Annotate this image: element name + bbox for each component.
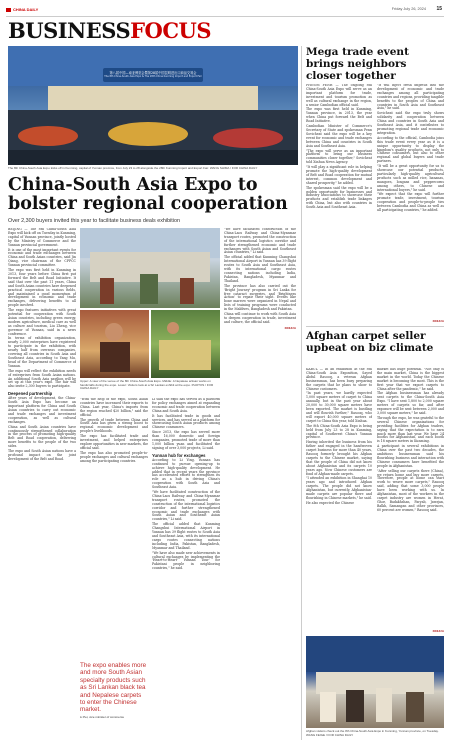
side1-a-p3: Cambodian Minister of Commerce's Secretary of State and spokesman Penn Sovicheat said the expo will be a key event for economic and trade exchanges between China and countries in South Asia and Southeast Asia. [306,124,372,148]
main-col1-p2: It is one of the most important events for economic and trade exchanges between China and South Asian countries, said Jin Qiang, vice chairman of the CPPCC Yunnan provincial committee. [8,247,76,268]
main-col3-p1: Li said the expo has served as a platform for policy exchanges aimed at expanding economic and trade cooperation between China and South Asia. [152,398,220,413]
main-byline: XINHUA [284,325,296,330]
afghan-photo-caption: Afghan visitors check out the 8th China-South Asia Expo in Kunming, Yunnan province, on Tuesday. WANG FEIGE / FOR CHINA DAILY [306,729,439,737]
logo-icon [6,8,11,12]
top-photo [8,46,298,165]
top-photo-caption: The 8th China-South Asia Expo kicks off in Kunming, capital of Yunnan province, from July 23 to 28 alongside the 28th Kunming Import and Export Fair. WANG SHIMA / FOR CHINA DAILY [8,166,258,170]
side-story2-headline: Afghan carpet seller upbeat on biz climate [306,330,434,354]
side2-a-p6: He also expected the Chinese [306,500,354,505]
main-col1-p5: In terms of exhibition organization, nearly 2,000 enterprises have registered to participate in the exhibition, with nearly half from overseas companies, covering all countries in South Asia and Southeast Asia, according to Yang Mu, head of the Department of Commerce of Yunnan. [8,336,76,368]
side1-b-p3: According to the official, Cambodia joins this trade event every year as it is a unique opportunity to display the kingdom's quality products, not only to Chinese consumers, but also to other regional and global buyers and trade partners. [377,135,444,164]
banner-text-cn: 第八届中国—南亚博览会暨第28届中国昆明进出口商品交易会 [109,71,197,75]
main-col3-subhead: Yunnan hub for exchanges [152,452,206,458]
main-col2-p3: The expo has facilitated trade and investment, and helped enterprises explore opportunities in new markets, the official said. [80,434,148,450]
main-photo-middle-illustration [80,310,149,378]
afghan-photo [306,636,444,728]
main-col-2 [80,398,148,660]
side2-a-p2: "In past years, we hardly expected 1,000 square meters of carpet to China annually, but in the past year about 20,000 to 30,000 square meters have been exported. The market is bustling and will flourish further," Rasooq, who will export 40,000 square meters of carpet to China this year, told Xinhua. [306,391,372,423]
main-col3-b-p4: "We have also made new achievements in cultural exchanges by implementing the 'Heart-to-Heart' Yunnan Tour' for Pakistani people in neighboring countries," he said. [152,550,220,571]
side-divider [306,326,444,327]
main-col4-p1: "We have facilitated construction of the China-Laos Railway and China-Myanmar transport routes, promoted the construction of the international logistics corridor and further strengthened economic and trade exchanges with South Asian and Southeast Asian countries," Li said. [224,228,296,255]
masthead-bar [6,6,444,17]
main-subhead: Over 2,300 buyers invited this year to facilitate business deals exhibition [8,218,180,224]
main-photo-lower [151,310,220,378]
side1-col-a [306,84,372,319]
main-col1-p3: The expo was first held in Kunming in 2013, four years before China first put forward the Belt and Road Initiative. It said that over the past 11 years, China and South Asian countries have deepened practical cooperation in various fields, and maintained a good momentum of development in economic and trade exchanges, delivering benefits to all people involved. [8,268,76,308]
main-col4-p2: The official added that Kunming Changshui International Airport in Yunnan has 39 flight routes to South Asia and Southeast Asia, with its international cargo routes connecting nations including India, Pakistan, Bangladesh, Myanmar and Thailand. [224,255,296,283]
side1-b-p5: "We expect that the expo will further promote trade, investment, tourism cooperation and people-to-people ties between Cambodia and China as well as all participating countries," he added. [377,192,444,213]
main-col2-p2: The growth of trade between China and South Asia has given a strong boost to regional economic development and people's livelihoods. [80,417,148,434]
side2-col-b [377,368,444,628]
side1-a-p4: "The expo will serve as an important platform to bring our business communities closer together," Sovicheat told Xinhua News Agency. [306,148,372,165]
page-number: 15 [436,6,442,12]
side1-a-p2: The expo was first held in Kunming, Yunnan province, in 2013, the year when China put forward the Belt and Road Initiative. [306,107,372,124]
side1-a-p6: The spokesman said the expo will be a golden opportunity for businesses and industry associations to showcase their products and establish trade linkages with China, but also with countries in South Asia and Southeast Asia. [306,185,372,210]
side2-b-p1: market has huge potential. "Not only is the main market, China is the biggest market in the world. Today the Chinese market is becoming the most. This is the first year that we export carpets to China after the pandemic," he said. [377,368,444,391]
side2-b-p4: A participant in several exhibitions in China over the past two decades, the ambitious businessman said his flourishing business and interaction with Chinese consumers have benefited the people in Afghanistan. [377,444,444,468]
main-col1-b-p2: China and South Asian countries have continuously strengthened collaboration in the process of promoting high-quality Belt and Road cooperation, delivering more benefits to the people of the two sides. [8,424,76,449]
main-col-4 [224,228,296,740]
main-col2-p4: The expo has also promoted people-to-people exchanges and cultural exchanges among the participating countries. [80,450,148,463]
banner-text-en: The 8th China-South Asia Expo & The 28th China Kunming Import and Export Fair [104,75,202,78]
main-col3-b-p3: The official added that Kunming Changshui International Airport in Yunnan has 39 flight routes to South Asia and Southeast Asia, with its international cargo routes connecting nations including India, Pakistan, Bangladesh, Myanmar and Thailand. [152,522,220,550]
side1-a-p1: PHNOM PENH — The ongoing 8th China-South Asia Expo will serve as an important platform for trade, investment and tourism promotion as well as cultural exchange in the region, a senior Cambodian official said. [306,84,372,107]
column-divider [301,46,302,740]
side1-col-b [377,84,444,319]
main-photo-upper-illustration [80,228,220,308]
side1-b-p4: "It will be a great opportunity for us to showcase our potential products, particularly high-quality agricultural products such as milled rice, bananas, mangoes, longans and peppercorns among others, to Chinese and international buyers," he said. [377,164,444,192]
main-col1-p1: BEIJING — The 8th China-South Asia Expo will kick off on Tuesday in Kunming, capital of Yunnan province, jointly hosted by the Ministry of Commerce and the Yunnan provincial government. [8,228,76,247]
afghan-photo-illustration [306,636,444,728]
main-photo-middle [80,310,149,378]
side2-a-p1: KABUL — In an exhibition at the 8th China-South Asia Exposition, Sayed Abdul Rasooq, a veteran Afghan businessman, has been busy preparing the carpets that he plans to show to Chinese customers. [306,368,372,391]
side2-byline: XINHUA [432,629,444,633]
top-photo-illustration [8,46,298,165]
pull-quote-text: The expo enables more and more South Asian specialty products such as Sri Lankan black tea and Nepalese carpets to enter the Chinese market. [80,662,147,714]
main-col2-p1: "With the help of the expo, South Asian countries have increased their exports to China. Last year, China's imports from the region reached $20 billion," said the official. [80,398,148,417]
main-photo-caption: Upper: A view of the venue of the 8th China-South Asia Expo. Middle: A Nepalese artisan works on handicrafts during the expo. Lower: Visitors look at a Sri Lankan exhibit at the expo. PHOTOS / FOR CHINA DAILY [80,379,214,391]
main-headline: China-South Asia Expo to bolster regional cooperation [8,175,288,214]
main-col3-p2: It has facilitated trade in goods and services, and has served as a platform for showcasing South Asian products among Chinese consumers. [152,413,220,430]
main-col4-p4: China will continue to work with South Asia to deepen cooperation in trade, investment and culture, the official said. [224,312,296,324]
side1-b-p2: Sovicheat said the expo truly shows solidarity and cooperation between China and countries in South Asia and Southeast Asia, and it contributes to promoting regional trade and economic integration. [377,111,444,135]
section-title [8,19,211,43]
main-photo-lower-illustration [151,310,220,378]
main-col4-p3: The province has also carried out the 'Bright Journey' program in Sri Lanka for free cataract surgeries, and 'Brightness Action' to repair their sight. Events like bone marrow were organized in Nepal and lists of training programs were conducted in the Maldives, Bangladesh and Pakistan. [224,283,296,312]
section-suffix: FOCUS [130,18,212,43]
main-col3-b-p1: According to Li Ying, Yunnan has continued to pursue opening-up to achieve high-quality development. He added that in recent years the province has accelerated efforts to strengthen its role as a hub in driving China's cooperation with South Asia and Southeast Asia. [152,457,220,490]
main-col-1 [8,228,76,740]
main-col-3 [152,398,220,740]
pull-quote-attribution: Li Pei, vice minister of commerce [80,714,125,719]
main-col3-b-p2: "We have facilitated construction of the China-Laos Railway and China-Myanmar transport routes, promoted the construction of the international logistics corridor and further strengthened economic and trade exchanges with South Asian and Southeast Asian countries," Li said. [152,490,220,522]
side-story1-headline: Mega trade event brings neighbors closer together [306,46,409,82]
main-col3-p3: Since 2013, the expo has served more than 16,000 domestic and foreign companies, promoted trade of more than 1,000 billion yuan and facilitated the signing of over 3,000 projects, Li said. [152,430,220,450]
side2-b-p2: The Afghan businessman has already sent carpets to the China-South Asia Expo. "I have sent 1,800 to 2,000 square meters of carpets so far, and after exposure will be sent between 2,000 and 3,000 square meters," he said. [377,391,444,415]
side1-a-p5: "It will play a significant role in helping promote the high-quality development of Belt and Road cooperation for mutual interest, common development and shared prosperity," he added. [306,165,372,185]
date: Friday July 26, 2024 [391,7,426,11]
main-col1-subhead: Deepened partnership [8,391,53,397]
main-photo-upper [80,228,220,308]
main-col1-p6: The expo will reflect the exhibition needs of enterprises from South Asian nations. An additional South Asia pavilion will be set up at this year's expo. The fair will also invite 2,300 buyers to participate. [8,368,76,389]
logo-text: CHINA DAILY [13,7,39,12]
section-name: BUSINESS [8,18,131,43]
side1-byline: XINHUA [432,319,444,323]
side2-col-a [306,368,372,628]
main-col1-p4: The expo features initiatives with great potential for cooperation with South Asian countries, including green energy, modern agriculture, medical care as well as culture and tourism, Liu Zheng, vice governor of Yunnan, said in a news conference. [8,308,76,336]
side2-a-p5: "I attended an exhibition in Shanghai 10 years ago and introduced Afghan carpets. The people did not know Afghanistan, but currently, Afghanistan-made carpets are popular there and flourishing in Chinese markets," he said. [306,476,372,500]
logo [6,7,38,12]
side2-b-p5: "After selling our carpets there (China), we return home and buy more carpets. Therefore, people at home can start work to weave more carpets," Rasooq said, adding that some 3,000 people have been working with us. In Afghanistan, most of the workers in the carpet industry are women in Herat, Ghor, Badakhshan, Faryab, Jawzjan, Balkh, Samangan and other provinces, 60 percent are women," Rasooq said. [377,468,444,512]
main-col1-b-p1: After years of development, the China-South Asia Expo has become an important platform for China and South Asian countries to carry out economic and trade exchanges and investment cooperation, as well as cultural exchanges. [8,396,76,424]
side2-a-p3: The 8th China-South Asia Expo is being held from July 23 to 28 in Kunming, capital of Southwest China's Yunnan province. [306,423,372,440]
side2-a-p4: Having inherited the business from his father and engaged in the handwoven carpet business for more than 40 years, Rasooq formerly brought his Afghan carpets to the Chinese market, saying that the people of China did not know about Afghanistan and its carpets 10 years ago. Now Chinese customers are fond of Afghan-made carpets. [306,440,372,476]
main-col1-b-p3: The expo and South Asian nations have a profound impact on the joint development of the Belt and Road. [8,449,76,461]
side2-b-p3: Through the expo, he was grateful to the several Chinese organizations for providing facilities for Afghan traders, saying that the expectation is to earn much more than last year. We have 24 booths for Afghanistan, and each booth is 18 square meters in Kunming. [377,415,444,444]
pull-quote [80,662,148,719]
side1-b-p1: "It will inject fresh impetus into the development of economic and trade exchanges among all participating countries and regions, providing tangible benefits to the peoples of China and countries in South Asia and Southeast Asia," he said. [377,84,444,111]
